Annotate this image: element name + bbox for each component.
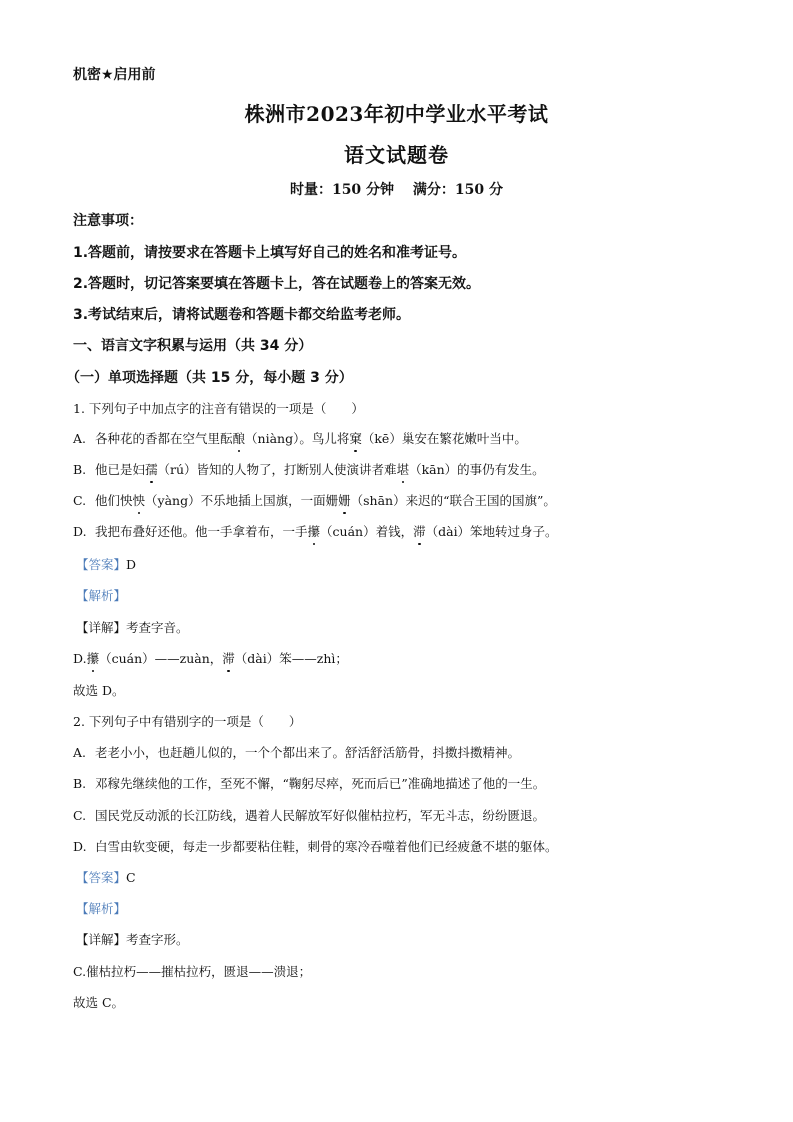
option-text: 白雪由软变硬，每走一步都要粘住鞋，刺骨的寒冷吞噬着他们已经疲惫不堪的躯体。 (95, 839, 558, 854)
paper-subtitle: 语文试题卷 (344, 143, 449, 167)
explanation-text: D. (73, 651, 87, 666)
option-label: D. (73, 524, 87, 539)
question-2-option-a (73, 744, 520, 762)
question-1-conclusion: 故选 D。 (73, 683, 125, 698)
detail-tag: 【详解】 (76, 932, 127, 947)
question-1-answer (76, 556, 136, 574)
option-text: （yàng）不乐地插上国旗，一面姗 (145, 493, 339, 508)
question-1-option-c (73, 492, 556, 510)
option-label: B. (73, 776, 87, 791)
option-text: 他已是妇 (95, 462, 146, 477)
question-2-option-d (73, 838, 558, 856)
detail-text: 考查字形。 (126, 932, 189, 947)
detail-tag: 【详解】 (76, 620, 127, 635)
option-text: （rú）皆知的人物了，打断别人使演讲者难 (157, 462, 397, 477)
option-text: （dài）笨地转过身子。 (425, 524, 558, 539)
option-text: 老老小小，也赶趟儿似的，一个个都出来了。舒活舒活筋骨，抖擞抖擞精神。 (95, 745, 521, 760)
question-1-detail (76, 619, 189, 637)
notices-heading: 注意事项： (73, 213, 143, 229)
dotted-char: 怏 (132, 493, 146, 508)
option-text: 国民党反动派的长江防线，遇着人民解放军好似催枯拉朽，军无斗志，纷纷匮退。 (95, 808, 546, 823)
dotted-char: 窠 (349, 431, 362, 446)
option-label: A. (73, 431, 87, 446)
dotted-char: 滞 (413, 524, 426, 539)
option-text: （niàng）。鸟儿将 (245, 431, 350, 446)
option-label: C. (73, 493, 87, 508)
explanation-text: （dài）笨——zhì； (234, 651, 348, 666)
dotted-char: 攥 (307, 524, 321, 539)
question-2-explanation: C.催枯拉朽——摧枯拉朽，匮退——溃退； (73, 964, 312, 979)
question-1-stem: 1. 下列句子中加点字的注音有错误的一项是（ ） (73, 401, 364, 416)
question-1-option-a (73, 430, 527, 448)
answer-tag: 【答案】 (76, 557, 127, 572)
section-title: 一、语言文字积累与运用（共 34 分） (73, 338, 313, 354)
answer-value: C (126, 870, 136, 885)
question-2-stem: 2. 下列句子中有错别字的一项是（ ） (73, 714, 302, 729)
question-2-option-b (73, 775, 545, 793)
notice-item: 3.考试结束后，请将试题卷和答题卡都交给监考老师。 (73, 307, 411, 323)
notice-item: 2.答题时，切记答案要填在答题卡上，答在试题卷上的答案无效。 (73, 276, 481, 292)
option-text: （kē）巢安在繁花嫩叶当中。 (361, 431, 527, 446)
option-label: A. (73, 745, 87, 760)
question-2-conclusion: 故选 C。 (73, 995, 125, 1010)
explanation-text: （cuán）——zuàn， (99, 651, 223, 666)
question-1-option-d (73, 523, 558, 541)
dotted-char: 酿 (232, 431, 246, 446)
option-label: C. (73, 808, 87, 823)
question-2-answer (76, 869, 136, 887)
question-1-explanation (73, 650, 348, 668)
option-text: 各种花的香都在空气里酝 (95, 431, 233, 446)
notice-item: 1.答题前，请按要求在答题卡上填写好自己的姓名和准考证号。 (73, 245, 467, 261)
confidential-label: 机密★启用前 (73, 67, 156, 83)
option-text: （kān）的事仍有发生。 (409, 462, 545, 477)
option-text: 我把布叠好还他。他一手拿着布，一手 (95, 524, 308, 539)
option-text: （cuán）着钱， (320, 524, 414, 539)
question-2-detail (76, 931, 189, 949)
dotted-char: 堪 (396, 462, 410, 477)
question-2-option-c (73, 807, 545, 825)
answer-tag: 【答案】 (76, 870, 127, 885)
option-label: B. (73, 462, 87, 477)
dotted-char: 孺 (145, 462, 158, 477)
dotted-char: 滞 (222, 651, 235, 666)
option-text: 他们怏 (95, 493, 133, 508)
option-text: （shān）来迟的“联合王国的国旗”。 (350, 493, 556, 508)
question-1-option-b (73, 461, 545, 479)
exam-title: 株洲市2023年初中学业水平考试 (244, 102, 549, 126)
option-text: 邓稼先继续他的工作，至死不懈，“鞠躬尽瘁，死而后已”准确地描述了他的一生。 (95, 776, 546, 791)
dotted-char: 姗 (338, 493, 351, 508)
time-score-info: 时量：150 分钟 满分：150 分 (289, 182, 504, 198)
option-label: D. (73, 839, 87, 854)
question-2-analysis-tag: 【解析】 (76, 901, 127, 916)
dotted-char: 攥 (86, 651, 100, 666)
subsection-title: （一）单项选择题（共 15 分，每小题 3 分） (66, 370, 353, 386)
detail-text: 考查字音。 (126, 620, 189, 635)
question-1-analysis-tag: 【解析】 (76, 588, 127, 603)
answer-value: D (126, 557, 137, 572)
